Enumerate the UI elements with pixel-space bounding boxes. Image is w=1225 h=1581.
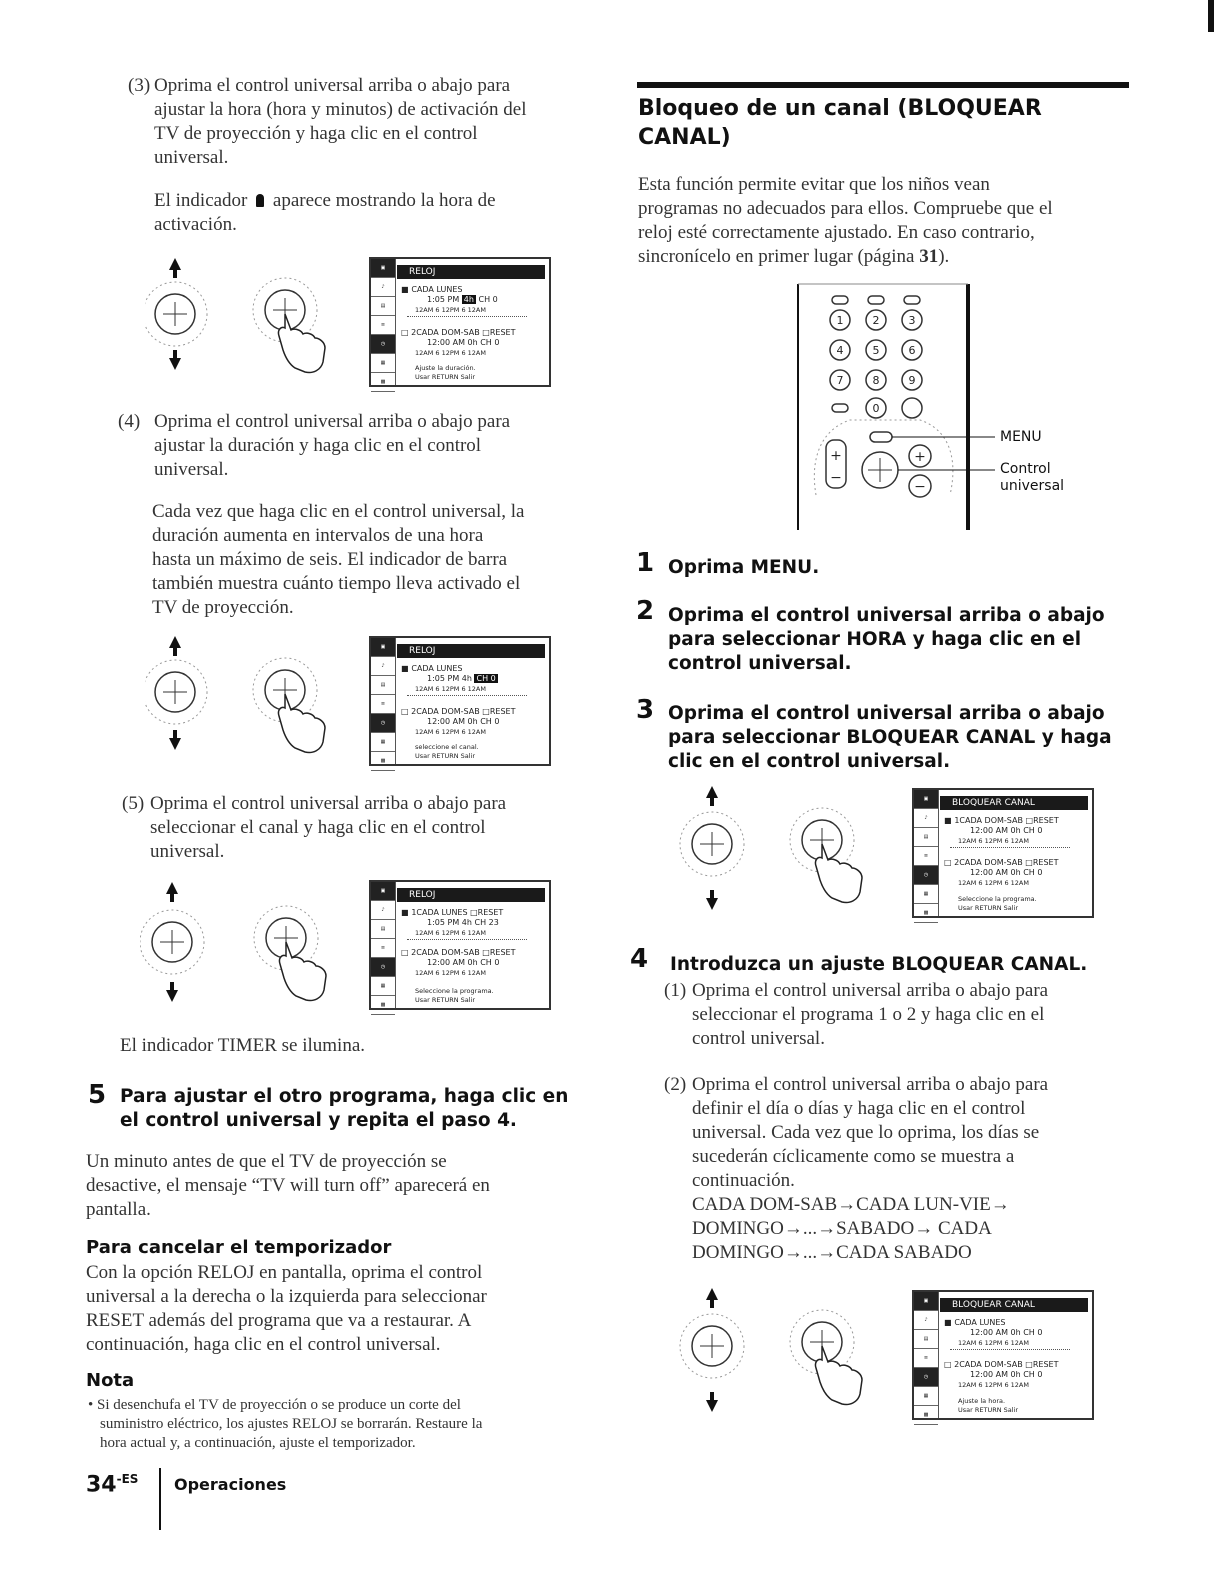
key-label: 1	[836, 314, 844, 327]
note-line: • Si desenchufa el TV de proyección o se produce un corte del	[88, 1397, 461, 1413]
sub-2-line: definir el día o días y haga clic en el control	[692, 1098, 1026, 1119]
svg-text:−: −	[830, 470, 842, 486]
item-4-line: universal.	[154, 459, 229, 480]
indicator-text: activación.	[154, 214, 237, 235]
pressing-hand-icon	[278, 314, 325, 373]
sub-2-text	[692, 1073, 1132, 1265]
control-dial-diagram	[145, 252, 365, 382]
step-2-line: Oprima el control universal arriba o abajo	[668, 605, 1105, 626]
sub-1-line: control universal.	[692, 1028, 825, 1049]
osd-row: CH 0	[476, 674, 496, 683]
osd-row: CH 0	[478, 295, 498, 304]
nota-heading: Nota	[86, 1370, 135, 1391]
day-cycle-line: CADA DOM-SAB→CADA LUN-VIE→	[692, 1194, 1010, 1215]
item-3-line: Oprima el control universal arriba o abajo para	[154, 75, 511, 96]
page-number	[86, 1472, 138, 1497]
paragraph-line: desactive, el mensaje “TV will turn off” aparecerá en	[86, 1175, 490, 1196]
item-5-line: universal.	[150, 841, 225, 862]
control-dial-diagram	[145, 630, 365, 760]
intro-line: Esta función permite evitar que los niños vean	[638, 174, 990, 195]
up-arrow-icon	[166, 882, 178, 902]
footer-divider	[159, 1468, 161, 1530]
step-2-text	[668, 604, 1138, 676]
osd-row: 12AM 6 12PM 6 12AM	[415, 929, 486, 937]
osd-row: 1:05 PM	[427, 295, 460, 304]
osd-row: RESET	[489, 328, 516, 337]
item-4-number: (4)	[118, 411, 141, 432]
osd-title: RELOJ	[397, 265, 545, 279]
remote-key-icon	[832, 296, 920, 304]
nota-text	[88, 1396, 608, 1453]
osd-row: RESET	[1032, 858, 1059, 867]
osd-row: 12AM 6 12PM 6 12AM	[415, 306, 486, 314]
osd-row: 2CADA DOM-SAB	[411, 328, 480, 337]
step-5-line: Para ajustar el otro programa, haga clic en	[120, 1086, 569, 1107]
osd-bloquear-canal-screen-2: ▣ ♪ ▤ ≡ ◷ ▦ ▩ BLOQUEAR CANAL ■ CADA LUNES 12:00 AM 0h CH 0 12AM 6 12PM 6 12AM □ 2CADA DOM-SAB □RESET 12:00 AM 0h CH 0 12AM 6 12PM 6 12AM Ajuste la hora. Usar RETURN Salir	[912, 1290, 1094, 1420]
osd-hint: Usar RETURN Salir	[958, 1406, 1019, 1414]
osd-row: 1:05 PM 4h	[427, 674, 472, 683]
heading-line: Bloqueo de un canal (BLOQUEAR	[638, 96, 1042, 121]
down-arrow-icon	[706, 890, 718, 910]
paragraph-line: pantalla.	[86, 1199, 151, 1220]
page-edge-mark	[1208, 0, 1214, 32]
section-name: Operaciones	[174, 1475, 287, 1494]
cancel-timer-paragraph	[86, 1261, 606, 1357]
item-3-line: universal.	[154, 147, 229, 168]
step-3-line: clic en el control universal.	[668, 751, 951, 772]
step-2-line: para seleccionar HORA y haga clic en el	[668, 629, 1082, 650]
osd-sidebar: ▣ ♪ ▤ ≡ ◷ ▦ ▩	[371, 882, 396, 1008]
osd-row: 12AM 6 12PM 6 12AM	[958, 1339, 1029, 1347]
osd-title: BLOQUEAR CANAL	[940, 1298, 1088, 1312]
key-label: 3	[908, 314, 916, 327]
osd-row: 2CADA DOM-SAB	[411, 948, 480, 957]
osd-sidebar: ▣ ♪ ▤ ≡ ◷ ▦ ▩	[914, 1292, 939, 1418]
paragraph-line: continuación, haga clic en el control universal.	[86, 1334, 441, 1355]
osd-row: RESET	[489, 948, 516, 957]
indicator-text: El indicador	[154, 190, 248, 211]
pressing-hand-icon	[278, 694, 325, 753]
osd-sidebar: ▣ ♪ ▤ ≡ ◷ ▦ ▩	[371, 638, 396, 764]
step-2-number: 2	[636, 596, 655, 626]
osd-row: 12:00 AM 0h CH 0	[970, 826, 1043, 835]
pressing-hand-icon	[815, 1346, 862, 1405]
osd-title: BLOQUEAR CANAL	[940, 796, 1088, 810]
osd-row: 12AM 6 12PM 6 12AM	[415, 969, 486, 977]
osd-row: RESET	[1032, 1360, 1059, 1369]
svg-text:+: +	[914, 449, 926, 465]
osd-row: 12AM 6 12PM 6 12AM	[958, 1381, 1029, 1389]
osd-row: 12AM 6 12PM 6 12AM	[958, 837, 1029, 845]
item-3-text	[154, 74, 604, 170]
svg-text:+: +	[830, 448, 842, 464]
item-3-number: (3)	[128, 75, 151, 96]
osd-hint: Seleccione la programa.	[958, 895, 1037, 903]
osd-hint: Usar RETURN Salir	[415, 373, 476, 381]
item-5-line: seleccionar el canal y haga clic en el control	[150, 817, 486, 838]
intro-paragraph	[638, 173, 1138, 269]
step-3-line: para seleccionar BLOQUEAR CANAL y haga	[668, 727, 1112, 748]
osd-row: 2CADA DOM-SAB	[411, 707, 480, 716]
item-4-para-line: duración aumenta en intervalos de una hora	[152, 525, 484, 546]
page-reference: 31	[919, 246, 939, 267]
control-dial-diagram	[672, 1284, 902, 1419]
key-label: 9	[908, 374, 916, 387]
sub-1-line: Oprima el control universal arriba o abajo para	[692, 980, 1049, 1001]
step-1-text: Oprima MENU.	[668, 557, 820, 578]
osd-sidebar: ▣ ♪ ▤ ≡ ◷ ▦ ▩	[914, 790, 939, 916]
item-4-para-line: también muestra cuánto tiempo lleva activado el	[152, 573, 521, 594]
step-3-line: Oprima el control universal arriba o abajo	[668, 703, 1105, 724]
intro-line: sincronícelo en primer lugar (página	[638, 246, 920, 267]
menu-label: MENU	[1000, 429, 1042, 445]
step-5-text	[120, 1085, 600, 1133]
item-4-paragraph	[152, 500, 612, 620]
osd-row: 12:00 AM 0h CH 0	[427, 958, 500, 967]
paragraph-line: Un minuto antes de que el TV de proyección se	[86, 1151, 447, 1172]
key-label: 4	[836, 344, 844, 357]
minute-warning-paragraph	[86, 1150, 606, 1222]
sub-2-line: sucederán cíclicamente como se muestra a	[692, 1146, 1015, 1167]
sub-2-line: universal. Cada vez que lo oprima, los días se	[692, 1122, 1040, 1143]
indicator-text: aparece mostrando la hora de	[272, 190, 496, 211]
osd-hint: Seleccione la programa.	[415, 987, 494, 995]
osd-row: 1CADA DOM-SAB	[954, 816, 1023, 825]
down-arrow-icon	[166, 982, 178, 1002]
timer-indicator-icon	[256, 194, 264, 207]
paragraph-line: RESET además del programa que va a restaurar. A	[86, 1310, 472, 1331]
intro-line: ).	[938, 246, 950, 267]
key-label: 7	[836, 374, 844, 387]
osd-hint: Usar RETURN Salir	[415, 996, 476, 1004]
osd-row: 12:00 AM 0h CH 0	[427, 338, 500, 347]
osd-row: 2CADA DOM-SAB	[954, 1360, 1023, 1369]
osd-row: RESET	[477, 908, 504, 917]
control-label-line: universal	[1000, 478, 1065, 494]
step-2-line: control universal.	[668, 653, 852, 674]
intro-line: reloj esté correctamente ajustado. En caso contrario,	[638, 222, 1035, 243]
down-arrow-icon	[169, 730, 181, 750]
osd-hint: Ajuste la hora.	[958, 1397, 1006, 1405]
key-label: 0	[872, 402, 880, 415]
osd-row: 12AM 6 12PM 6 12AM	[415, 728, 486, 736]
sub-1-line: seleccionar el programa 1 o 2 y haga clic en el	[692, 1004, 1045, 1025]
up-arrow-icon	[706, 786, 718, 806]
osd-row: 12:00 AM 0h CH 0	[427, 717, 500, 726]
timer-indicator-text: El indicador TIMER se ilumina.	[120, 1035, 366, 1056]
heading-line: CANAL)	[638, 125, 731, 150]
item-4-para-line: hasta un máximo de seis. El indicador de barra	[152, 549, 508, 570]
note-line: suministro eléctrico, los ajustes RELOJ se borrarán. Restaure la	[100, 1416, 483, 1432]
osd-title: RELOJ	[397, 644, 545, 658]
menu-button-icon	[870, 432, 892, 442]
svg-text:−: −	[914, 479, 926, 495]
osd-row: 12:00 AM 0h CH 0	[970, 868, 1043, 877]
osd-row: 12AM 6 12PM 6 12AM	[958, 879, 1029, 887]
osd-sidebar: ▣ ♪ ▤ ≡ ◷ ▦ ▩	[371, 259, 396, 385]
paragraph-line: universal a la derecha o la izquierda para seleccionar	[86, 1286, 487, 1307]
up-arrow-icon	[706, 1288, 718, 1308]
osd-bloquear-canal-screen-1: ▣ ♪ ▤ ≡ ◷ ▦ ▩ BLOQUEAR CANAL ■ 1CADA DOM-SAB □RESET 12:00 AM 0h CH 0 12AM 6 12PM 6 12AM □ 2CADA DOM-SAB □RESET 12:00 AM 0h CH 0 12AM 6 12PM 6 12AM Seleccione la programa. Usar RETURN Salir	[912, 788, 1094, 918]
item-4-text	[154, 410, 604, 482]
item-5-text	[150, 792, 600, 864]
control-label-line: Control	[1000, 461, 1051, 477]
key-label: 2	[872, 314, 880, 327]
note-line: hora actual y, a continuación, ajuste el temporizador.	[100, 1435, 416, 1451]
step-1-number: 1	[636, 548, 655, 578]
item-4-line: Oprima el control universal arriba o abajo para	[154, 411, 511, 432]
osd-reloj-screen-1: ▣ ♪ ▤ ≡ ◷ ▦ ▩ RELOJ ■ CADA LUNES 1:05 PM 4h CH 0 12AM 6 12PM 6 12AM □ 2CADA DOM-SAB □RESET 12:00 AM 0h CH 0 12AM 6 12PM 6 12AM Ajuste la duración. Usar RETURN Salir	[369, 257, 551, 387]
item-5-line: Oprima el control universal arriba o abajo para	[150, 793, 507, 814]
up-arrow-icon	[169, 258, 181, 278]
page-suffix: -ES	[116, 1472, 139, 1486]
osd-row: 1CADA LUNES	[411, 908, 468, 917]
item-4-para-line: Cada vez que haga clic en el control universal, la	[152, 501, 525, 522]
osd-row: 12AM 6 12PM 6 12AM	[415, 349, 486, 357]
up-arrow-icon	[169, 636, 181, 656]
sub-1-text	[692, 979, 1132, 1051]
step-3-number: 3	[636, 695, 655, 725]
osd-row: CADA LUNES	[954, 1318, 1006, 1327]
step-4-number: 4	[630, 944, 649, 974]
section-heading	[638, 94, 1128, 152]
down-arrow-icon	[169, 350, 181, 370]
pressing-hand-icon	[815, 844, 862, 903]
sub-2-line: continuación.	[692, 1170, 795, 1191]
osd-reloj-screen-3: ▣ ♪ ▤ ≡ ◷ ▦ ▩ RELOJ ■ 1CADA LUNES □RESET 1:05 PM 4h CH 23 12AM 6 12PM 6 12AM □ 2CADA DOM-SAB □RESET 12:00 AM 0h CH 0 12AM 6 12PM 6 12AM Seleccione la programa. Usar RETURN Salir	[369, 880, 551, 1010]
day-cycle-line: DOMINGO→...→SABADO→ CADA	[692, 1218, 992, 1239]
step-5-number: 5	[88, 1080, 107, 1110]
osd-hint: Usar RETURN Salir	[415, 752, 476, 760]
osd-hint: Usar RETURN Salir	[958, 904, 1019, 912]
osd-row: CADA LUNES	[411, 285, 463, 294]
sub-2-number: (2)	[664, 1074, 687, 1095]
page-number-value: 34	[86, 1472, 117, 1498]
day-cycle-line: DOMINGO→...→CADA SABADO	[692, 1242, 972, 1263]
control-dial-diagram	[672, 782, 902, 917]
osd-row: 12AM 6 12PM 6 12AM	[415, 685, 486, 693]
osd-reloj-screen-2: ▣ ♪ ▤ ≡ ◷ ▦ ▩ RELOJ ■ CADA LUNES 1:05 PM 4h CH 0 12AM 6 12PM 6 12AM □ 2CADA DOM-SAB □RESET 12:00 AM 0h CH 0 12AM 6 12PM 6 12AM seleccione el canal. Usar RETURN Salir	[369, 636, 551, 766]
osd-title: RELOJ	[397, 888, 545, 902]
paragraph-line: Con la opción RELOJ en pantalla, oprima el control	[86, 1262, 483, 1283]
osd-row: 1:05 PM 4h CH 23	[427, 918, 499, 927]
osd-row: 12:00 AM 0h CH 0	[970, 1370, 1043, 1379]
osd-hint: seleccione el canal.	[415, 743, 479, 751]
key-label: 8	[872, 374, 880, 387]
down-arrow-icon	[706, 1392, 718, 1412]
control-dial-diagram	[140, 876, 360, 1011]
control-universal-label	[1000, 461, 1064, 495]
cancel-timer-heading: Para cancelar el temporizador	[86, 1237, 392, 1258]
osd-row: RESET	[489, 707, 516, 716]
osd-row: 12:00 AM 0h CH 0	[970, 1328, 1043, 1337]
item-5-number: (5)	[122, 793, 145, 814]
pressing-hand-icon	[279, 942, 326, 1001]
key-label: 6	[908, 344, 916, 357]
item-3-line: TV de proyección y haga clic en el control	[154, 123, 478, 144]
item-4-para-line: TV de proyección.	[152, 597, 294, 618]
step-3-text	[668, 702, 1138, 774]
intro-line: programas no adecuados para ellos. Compruebe que el	[638, 198, 1053, 219]
sub-2-line: Oprima el control universal arriba o abajo para	[692, 1074, 1049, 1095]
key-label: 5	[872, 344, 880, 357]
osd-row: 2CADA DOM-SAB	[954, 858, 1023, 867]
heading-rule	[637, 82, 1129, 88]
osd-hint: Ajuste la duración.	[415, 364, 476, 372]
indicator-paragraph	[154, 189, 604, 237]
item-4-line: ajustar la duración y haga clic en el control	[154, 435, 482, 456]
step-5-line: el control universal y repita el paso 4.	[120, 1110, 517, 1131]
sub-1-number: (1)	[664, 980, 687, 1001]
osd-row: CADA LUNES	[411, 664, 463, 673]
osd-row: RESET	[1033, 816, 1059, 825]
step-4-text: Introduzca un ajuste BLOQUEAR CANAL.	[670, 954, 1088, 975]
item-3-line: ajustar la hora (hora y minutos) de activación del	[154, 99, 527, 120]
